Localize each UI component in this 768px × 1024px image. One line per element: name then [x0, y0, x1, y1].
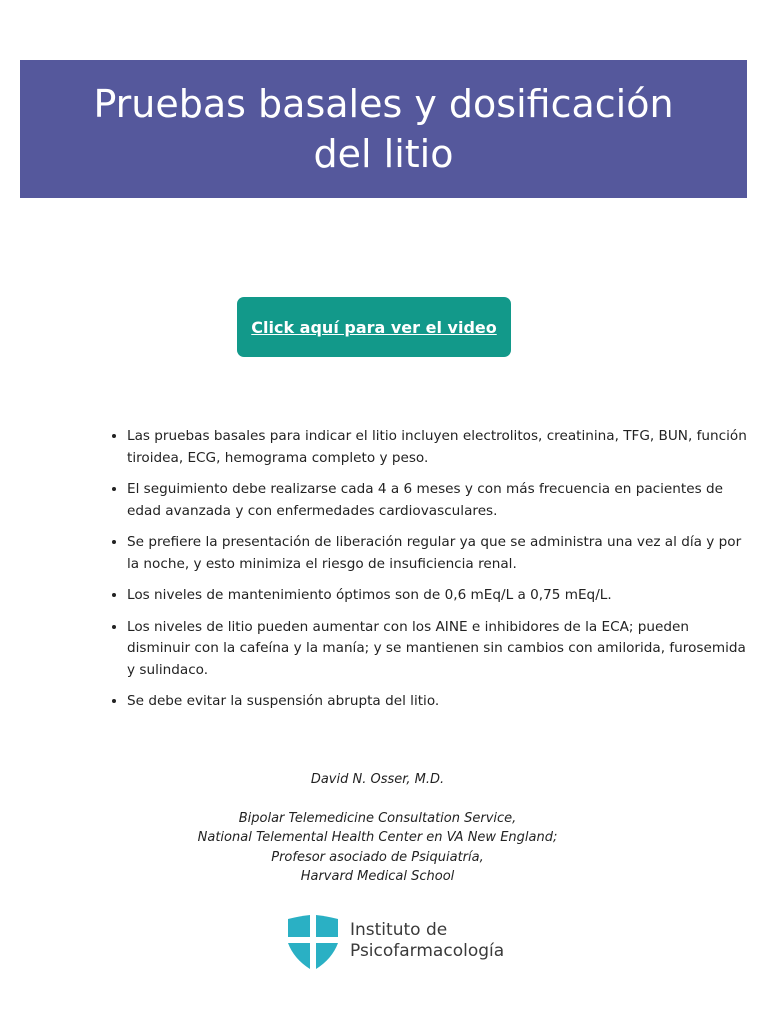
logo-wordmark: [350, 920, 504, 962]
logo-text-line2: Psicofarmacología: [350, 941, 505, 961]
list-item: • Los niveles de mantenimiento óptimos son de 0,6 mEq/L a 0,75 mEq/L.: [127, 585, 747, 607]
logo-text-line1: Instituto de: [350, 920, 448, 940]
author-affiliation-line: Bipolar Telemedicine Consultation Service,: [238, 810, 517, 826]
list-item: • Se debe evitar la suspensión abrupta del litio.: [127, 691, 747, 713]
key-points-list: [90, 426, 747, 723]
shield-cross-icon: [286, 913, 340, 971]
author-name: David N. Osser, M.D.: [310, 772, 445, 787]
list-item: • Se prefiere la presentación de liberación regular ya que se administra una vez al día y por la noche, y esto minimiza el riesgo de insuficiencia renal.: [127, 532, 747, 575]
author-affiliation-line: Harvard Medical School: [300, 869, 455, 884]
title-banner: [20, 60, 747, 198]
author-affiliation-line: National Telemental Health Center en VA New England;: [197, 830, 558, 845]
institute-logo: [286, 913, 504, 971]
watch-video-link-text[interactable]: Click aquí para ver el video: [251, 317, 497, 337]
list-item: • El seguimiento debe realizarse cada 4 a 6 meses y con más frecuencia en pacientes de edad avanzada y con enfermedades cardiovasculares.: [127, 479, 747, 522]
list-item: • Los niveles de litio pueden aumentar con los AINE e inhibidores de la ECA; pueden disminuir con la cafeína y la manía; y se mantienen sin cambios con amilorida, furosemida y sulindaco.: [127, 617, 747, 682]
author-credits: [0, 770, 755, 887]
watch-video-button[interactable]: [237, 297, 511, 357]
author-affiliation-line: Profesor asociado de Psiquiatría,: [271, 849, 484, 865]
list-item: • Las pruebas basales para indicar el litio incluyen electrolitos, creatinina, TFG, BUN, función tiroidea, ECG, hemograma completo y peso.: [127, 426, 747, 469]
page-title: Pruebas basales y dosificación del litio: [93, 82, 674, 176]
